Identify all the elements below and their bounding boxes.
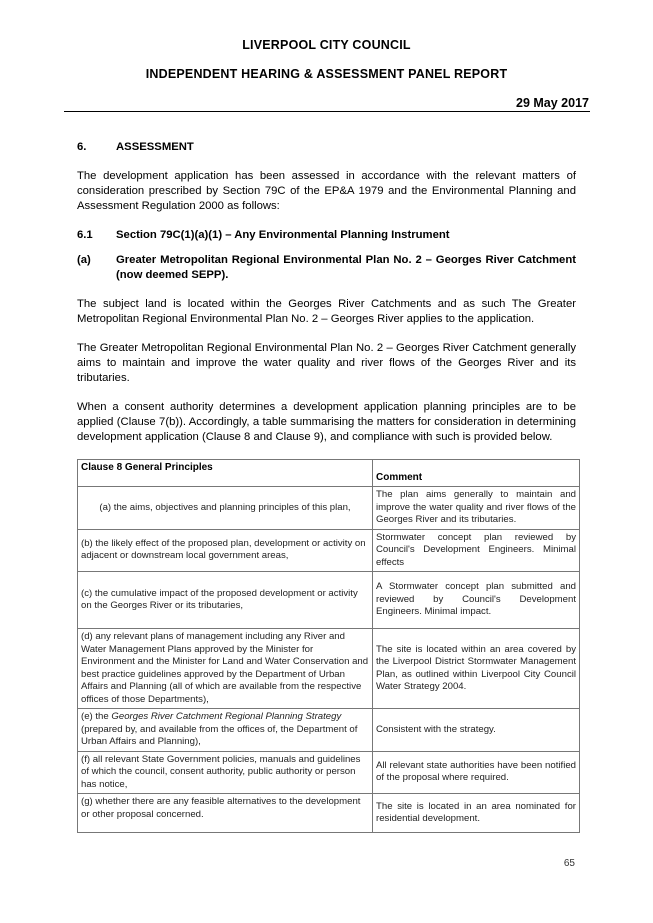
subsection-title: Section 79C(1)(a)(1) – Any Environmental Planning Instrument [116, 229, 450, 241]
subsection-number: 6.1 [77, 229, 93, 241]
section-title: ASSESSMENT [116, 141, 194, 153]
principle-cell: (d) any relevant plans of management including any River and Water Management Plans approved by the Minister for Environment and the Minister for Land and Water Conservation and best practice guidelines approved by the Department of Urban Affairs and Planning (all of which are available from the respective offices of those Departments), [78, 629, 373, 709]
table-header-principles: Clause 8 General Principles [78, 460, 373, 487]
principle-prefix: (e) the [81, 711, 112, 722]
principle-cell: (b) the likely effect of the proposed plan, development or activity on adjacent or downstream local government areas, [78, 529, 373, 572]
table-row [78, 794, 580, 833]
principle-cell: (f) all relevant State Government policies, manuals and guidelines of which the council, consent authority, public authority or person has notice, [78, 751, 373, 794]
principle-suffix: (prepared by, and available from the offices of, the Department of Urban Affairs and Planning), [81, 723, 358, 747]
principle-italic: Georges River Catchment Regional Planning Strategy [111, 711, 342, 722]
principle-cell: (a) the aims, objectives and planning principles of this plan, [78, 487, 373, 530]
principle-cell [78, 709, 373, 752]
paragraph: The Greater Metropolitan Regional Environmental Plan No. 2 – Georges River Catchment generally aims to maintain and improve the water quality and river flows of the Georges River and its tributaries. [77, 342, 576, 384]
comment-cell: The site is located within an area covered by the Liverpool District Stormwater Management Plan, as outlined within Liverpool City Council Water Strategy 2004. [373, 629, 580, 709]
item-heading [77, 253, 576, 283]
report-date: 29 May 2017 [516, 96, 589, 110]
table-row [78, 529, 580, 572]
table-row [78, 709, 580, 752]
comment-cell: A Stormwater concept plan submitted and reviewed by Council's Development Engineers. Minimal impact. [373, 572, 580, 629]
comment-cell: The plan aims generally to maintain and improve the water quality and river flows of the Georges River and its tributaries. [373, 487, 580, 530]
table-header-comment: Comment [373, 460, 580, 487]
comment-cell: The site is located in an area nominated for residential development. [373, 794, 580, 833]
comment-cell: Consistent with the strategy. [373, 709, 580, 752]
section-number: 6. [77, 141, 87, 153]
item-title: Greater Metropolitan Regional Environmental Plan No. 2 – Georges River Catchment (now deemed SEPP). [116, 254, 576, 281]
principle-cell: (g) whether there are any feasible alternatives to the development or other proposal concerned. [78, 794, 373, 833]
table-row [78, 751, 580, 794]
table-row [78, 572, 580, 629]
comment-cell: Stormwater concept plan reviewed by Council's Development Engineers. Minimal effects [373, 529, 580, 572]
paragraph: When a consent authority determines a development application planning principles are to be applied (Clause 7(b)). Accordingly, a table summarising the matters for consideration in determining development application (Clause 8 and Clause 9), and compliance with such is provided below. [77, 401, 576, 443]
paragraph: The subject land is located within the Georges River Catchments and as such The Greater Metropolitan Regional Environmental Plan No. 2 – Georges River applies to the application. [77, 298, 576, 325]
document-body [77, 140, 576, 833]
item-number: (a) [77, 254, 91, 266]
page-number: 65 [563, 858, 575, 869]
clause-8-table [77, 459, 580, 833]
subsection-heading [77, 228, 576, 243]
council-name: LIVERPOOL CITY COUNCIL [242, 38, 411, 52]
table-header-row [78, 460, 580, 487]
principle-cell: (c) the cumulative impact of the proposed development or activity on the Georges River or its tributaries, [78, 572, 373, 629]
table-row [78, 487, 580, 530]
header-divider [64, 111, 590, 112]
table-row [78, 629, 580, 709]
comment-cell: All relevant state authorities have been notified of the proposal where required. [373, 751, 580, 794]
section-heading [77, 140, 576, 155]
section-intro: The development application has been assessed in accordance with the relevant matters of consideration prescribed by Section 79C of the EP&A 1979 and the Environmental Planning and Assessment Regulation 2000 as follows: [77, 170, 576, 212]
report-title: INDEPENDENT HEARING & ASSESSMENT PANEL REPORT [145, 67, 508, 81]
